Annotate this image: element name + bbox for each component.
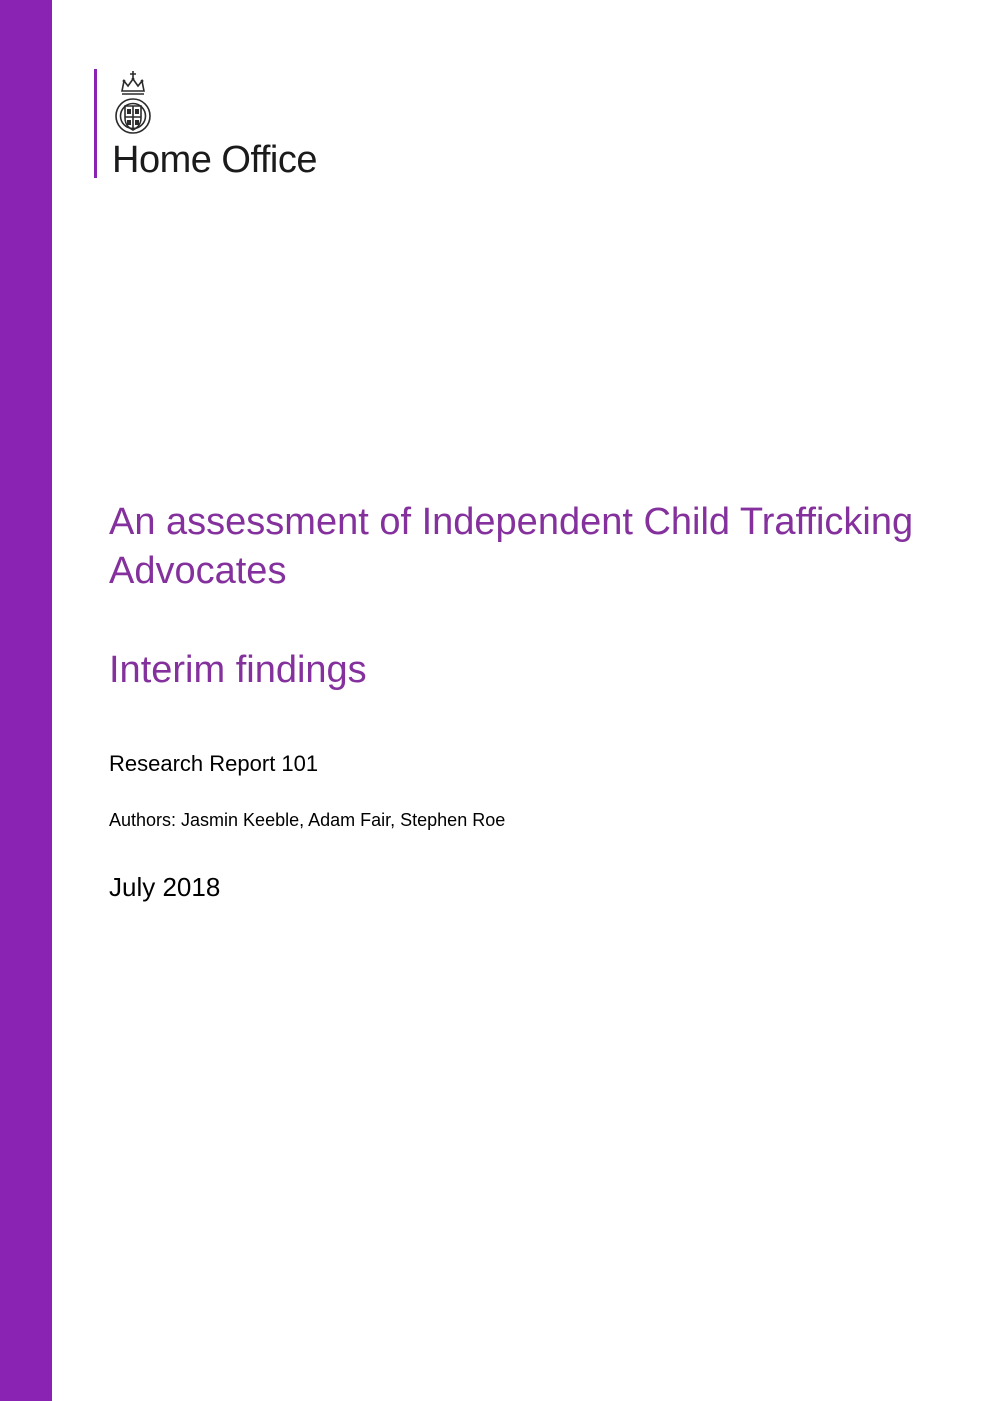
logo-divider bbox=[94, 69, 97, 178]
report-authors: Authors: Jasmin Keeble, Adam Fair, Stephen Roe bbox=[109, 810, 506, 830]
royal-coat-of-arms-icon bbox=[111, 69, 155, 137]
publication-date: July 2018 bbox=[109, 872, 221, 902]
department-name: Home Office bbox=[112, 139, 317, 181]
report-subtitle: Interim findings bbox=[109, 649, 367, 691]
report-title: An assessment of Independent Child Trafficking Advocates bbox=[109, 501, 914, 592]
purple-side-bar bbox=[0, 0, 52, 1401]
home-office-logo bbox=[94, 69, 394, 181]
report-number: Research Report 101 bbox=[109, 751, 319, 776]
